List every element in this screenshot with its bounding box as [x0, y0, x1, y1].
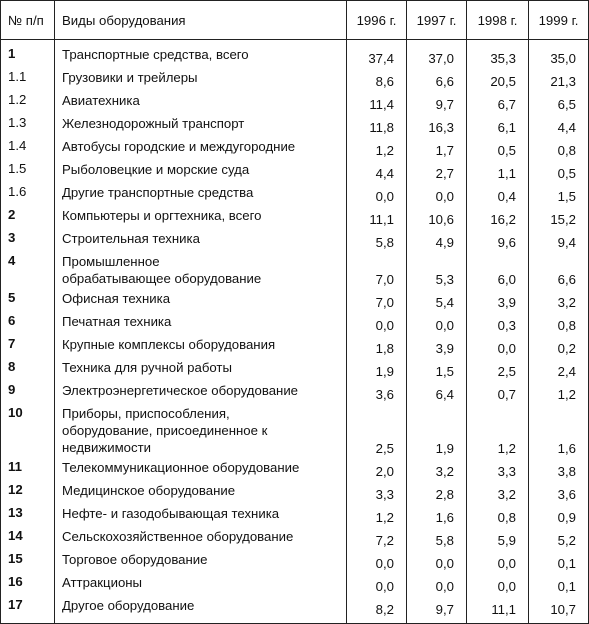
table-row	[1, 503, 589, 526]
value-1997: 9,7	[407, 90, 467, 113]
value-1996: 11,8	[347, 113, 407, 136]
value-1999: 6,5	[529, 90, 589, 113]
value-1997: 2,7	[407, 159, 467, 182]
value-1999: 0,2	[529, 334, 589, 357]
value-1996: 3,3	[347, 480, 407, 503]
table-row	[1, 380, 589, 403]
equipment-type: Другое оборудование	[55, 595, 347, 624]
value-1997: 1,9	[407, 403, 467, 457]
value-1997: 2,8	[407, 480, 467, 503]
row-number: 17	[1, 595, 55, 624]
table-row	[1, 40, 589, 68]
value-1997: 16,3	[407, 113, 467, 136]
table-row	[1, 288, 589, 311]
table-row	[1, 251, 589, 288]
value-1998: 3,3	[467, 457, 529, 480]
value-1998: 0,4	[467, 182, 529, 205]
value-1996: 2,5	[347, 403, 407, 457]
row-number: 14	[1, 526, 55, 549]
value-1998: 0,0	[467, 572, 529, 595]
value-1997: 3,9	[407, 334, 467, 357]
table-row	[1, 457, 589, 480]
row-number: 1.2	[1, 90, 55, 113]
value-1996: 0,0	[347, 311, 407, 334]
equipment-type: Строительная техника	[55, 228, 347, 251]
value-1999: 3,6	[529, 480, 589, 503]
value-1999: 4,4	[529, 113, 589, 136]
row-number: 1.6	[1, 182, 55, 205]
row-number: 13	[1, 503, 55, 526]
row-number: 16	[1, 572, 55, 595]
equipment-type: Транспортные средства, всего	[55, 40, 347, 68]
value-1998: 20,5	[467, 67, 529, 90]
value-1996: 1,8	[347, 334, 407, 357]
value-1999: 3,2	[529, 288, 589, 311]
value-1998: 2,5	[467, 357, 529, 380]
value-1999: 0,8	[529, 136, 589, 159]
value-1999: 6,6	[529, 251, 589, 288]
equipment-type: Техника для ручной работы	[55, 357, 347, 380]
table-row	[1, 480, 589, 503]
row-number: 4	[1, 251, 55, 288]
value-1998: 35,3	[467, 40, 529, 68]
value-1998: 0,8	[467, 503, 529, 526]
value-1999: 10,7	[529, 595, 589, 624]
value-1999: 0,8	[529, 311, 589, 334]
value-1997: 3,2	[407, 457, 467, 480]
value-1996: 0,0	[347, 182, 407, 205]
value-1997: 6,6	[407, 67, 467, 90]
value-1996: 1,2	[347, 136, 407, 159]
value-1997: 1,5	[407, 357, 467, 380]
value-1996: 7,0	[347, 251, 407, 288]
equipment-type: Медицинское оборудование	[55, 480, 347, 503]
value-1997: 4,9	[407, 228, 467, 251]
table-row	[1, 357, 589, 380]
row-number: 9	[1, 380, 55, 403]
value-1999: 15,2	[529, 205, 589, 228]
row-number: 1	[1, 40, 55, 68]
row-number: 2	[1, 205, 55, 228]
value-1998: 16,2	[467, 205, 529, 228]
value-1998: 0,0	[467, 549, 529, 572]
row-number: 11	[1, 457, 55, 480]
table-row	[1, 182, 589, 205]
value-1996: 7,2	[347, 526, 407, 549]
value-1998: 6,1	[467, 113, 529, 136]
equipment-type: Сельскохозяйственное оборудование	[55, 526, 347, 549]
value-1998: 3,2	[467, 480, 529, 503]
header-year-1997: 1997 г.	[407, 1, 467, 40]
value-1998: 5,9	[467, 526, 529, 549]
table-row	[1, 526, 589, 549]
table-row	[1, 90, 589, 113]
row-number: 1.1	[1, 67, 55, 90]
value-1996: 11,4	[347, 90, 407, 113]
equipment-type: Торговое оборудование	[55, 549, 347, 572]
value-1997: 5,4	[407, 288, 467, 311]
row-number: 1.5	[1, 159, 55, 182]
value-1996: 37,4	[347, 40, 407, 68]
equipment-type: Крупные комплексы оборудования	[55, 334, 347, 357]
value-1999: 5,2	[529, 526, 589, 549]
table-row	[1, 334, 589, 357]
value-1997: 1,7	[407, 136, 467, 159]
value-1996: 4,4	[347, 159, 407, 182]
value-1997: 5,8	[407, 526, 467, 549]
equipment-type: Офисная техника	[55, 288, 347, 311]
value-1997: 0,0	[407, 549, 467, 572]
header-year-1999: 1999 г.	[529, 1, 589, 40]
equipment-type: Телекоммуникационное оборудование	[55, 457, 347, 480]
row-number: 6	[1, 311, 55, 334]
equipment-type: Автобусы городские и междугородние	[55, 136, 347, 159]
value-1999: 0,1	[529, 572, 589, 595]
value-1997: 10,6	[407, 205, 467, 228]
table-row	[1, 67, 589, 90]
value-1999: 21,3	[529, 67, 589, 90]
table-row	[1, 205, 589, 228]
value-1997: 0,0	[407, 182, 467, 205]
row-number: 12	[1, 480, 55, 503]
value-1997: 5,3	[407, 251, 467, 288]
equipment-type: Печатная техника	[55, 311, 347, 334]
value-1998: 0,5	[467, 136, 529, 159]
row-number: 8	[1, 357, 55, 380]
header-row	[1, 1, 589, 40]
value-1999: 1,2	[529, 380, 589, 403]
table-row	[1, 595, 589, 624]
value-1998: 0,0	[467, 334, 529, 357]
value-1996: 8,6	[347, 67, 407, 90]
table-row	[1, 549, 589, 572]
equipment-type: Компьютеры и оргтехника, всего	[55, 205, 347, 228]
header-year-1998: 1998 г.	[467, 1, 529, 40]
equipment-type: Железнодорожный транспорт	[55, 113, 347, 136]
value-1996: 8,2	[347, 595, 407, 624]
value-1998: 9,6	[467, 228, 529, 251]
value-1998: 0,7	[467, 380, 529, 403]
value-1998: 6,7	[467, 90, 529, 113]
table-row	[1, 311, 589, 334]
table-row	[1, 572, 589, 595]
value-1999: 2,4	[529, 357, 589, 380]
value-1997: 1,6	[407, 503, 467, 526]
value-1999: 3,8	[529, 457, 589, 480]
value-1999: 35,0	[529, 40, 589, 68]
value-1998: 0,3	[467, 311, 529, 334]
value-1998: 6,0	[467, 251, 529, 288]
header-year-1996: 1996 г.	[347, 1, 407, 40]
equipment-type: Нефте- и газодобывающая техника	[55, 503, 347, 526]
equipment-type: Грузовики и трейлеры	[55, 67, 347, 90]
value-1996: 1,9	[347, 357, 407, 380]
value-1996: 3,6	[347, 380, 407, 403]
value-1996: 2,0	[347, 457, 407, 480]
value-1999: 0,1	[529, 549, 589, 572]
header-name: Виды оборудования	[55, 1, 347, 40]
table-row	[1, 403, 589, 457]
equipment-type: Аттракционы	[55, 572, 347, 595]
table-row	[1, 228, 589, 251]
value-1999: 0,9	[529, 503, 589, 526]
value-1996: 5,8	[347, 228, 407, 251]
value-1996: 7,0	[347, 288, 407, 311]
header-num: № п/п	[1, 1, 55, 40]
value-1999: 1,6	[529, 403, 589, 457]
row-number: 5	[1, 288, 55, 311]
value-1998: 1,1	[467, 159, 529, 182]
value-1998: 3,9	[467, 288, 529, 311]
value-1999: 0,5	[529, 159, 589, 182]
row-number: 3	[1, 228, 55, 251]
value-1998: 11,1	[467, 595, 529, 624]
equipment-type: Авиатехника	[55, 90, 347, 113]
value-1996: 11,1	[347, 205, 407, 228]
row-number: 7	[1, 334, 55, 357]
equipment-type: Электроэнергетическое оборудование	[55, 380, 347, 403]
value-1997: 0,0	[407, 572, 467, 595]
row-number: 10	[1, 403, 55, 457]
value-1996: 0,0	[347, 572, 407, 595]
value-1998: 1,2	[467, 403, 529, 457]
value-1999: 1,5	[529, 182, 589, 205]
equipment-type: Рыболовецкие и морские суда	[55, 159, 347, 182]
row-number: 15	[1, 549, 55, 572]
value-1997: 6,4	[407, 380, 467, 403]
equipment-type: Приборы, приспособления, оборудование, присоединенное к недвижимости	[55, 403, 347, 457]
equipment-type: Промышленное обрабатывающее оборудование	[55, 251, 347, 288]
value-1997: 37,0	[407, 40, 467, 68]
table-row	[1, 136, 589, 159]
row-number: 1.4	[1, 136, 55, 159]
table-row	[1, 113, 589, 136]
value-1996: 0,0	[347, 549, 407, 572]
equipment-type: Другие транспортные средства	[55, 182, 347, 205]
value-1996: 1,2	[347, 503, 407, 526]
table-row	[1, 159, 589, 182]
value-1999: 9,4	[529, 228, 589, 251]
value-1997: 9,7	[407, 595, 467, 624]
value-1997: 0,0	[407, 311, 467, 334]
row-number: 1.3	[1, 113, 55, 136]
